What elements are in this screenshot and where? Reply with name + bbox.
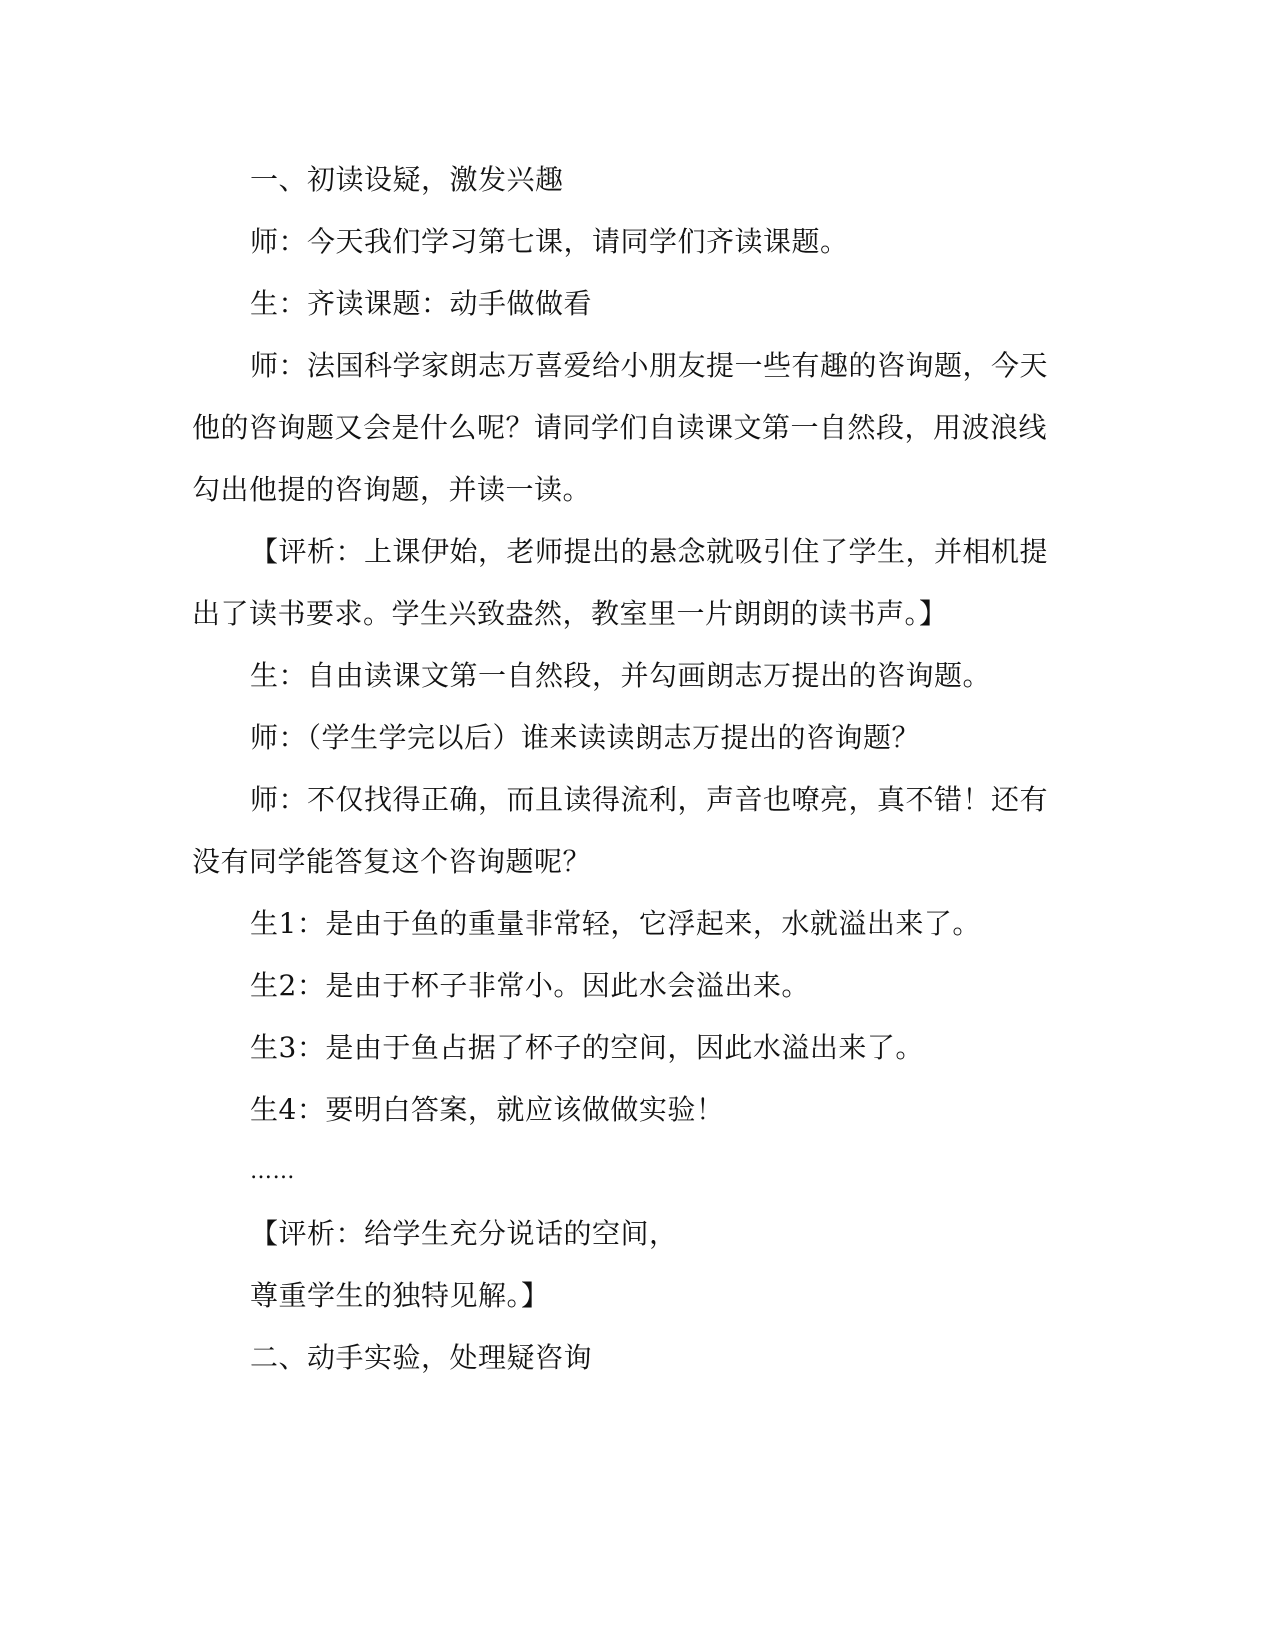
section-heading-1: 一、初读设疑，激发兴趣 <box>250 163 564 196</box>
paragraph-line: 他的咨询题又会是什么呢？请同学们自读课文第一自然段，用波浪线 <box>192 411 1048 444</box>
paragraph-line: 师：不仅找得正确，而且读得流利，声音也嘹亮，真不错！还有 <box>250 783 1049 816</box>
commentary-line: 出了读书要求。学生兴致盎然，教室里一片朗朗的读书声。】 <box>192 597 948 630</box>
commentary-line: 尊重学生的独特见解。】 <box>250 1279 550 1312</box>
paragraph-line: 师：法国科学家朗志万喜爱给小朋友提一些有趣的咨询题，今天 <box>250 349 1049 382</box>
paragraph-line: 生：齐读课题：动手做做看 <box>250 287 593 320</box>
paragraph-line: 师：今天我们学习第七课，请同学们齐读课题。 <box>250 225 849 258</box>
paragraph-line: 生4：要明白答案，就应该做做实验！ <box>250 1093 725 1126</box>
paragraph-line: 生1：是由于鱼的重量非常轻，它浮起来，水就溢出来了。 <box>250 907 981 940</box>
paragraph-line: 生：自由读课文第一自然段，并勾画朗志万提出的咨询题。 <box>250 659 992 692</box>
paragraph-line: 生3：是由于鱼占据了杯子的空间，因此水溢出来了。 <box>250 1031 924 1064</box>
section-heading-2: 二、动手实验，处理疑咨询 <box>250 1341 593 1374</box>
paragraph-line: 生2：是由于杯子非常小。因此水会溢出来。 <box>250 969 810 1002</box>
commentary-line: 【评析：上课伊始，老师提出的悬念就吸引住了学生，并相机提 <box>250 535 1049 568</box>
paragraph-line: 没有同学能答复这个咨询题呢？ <box>192 845 592 878</box>
ellipsis-line: …… <box>250 1159 295 1184</box>
paragraph-line: 师：（学生学完以后）谁来读读朗志万提出的咨询题？ <box>250 721 921 754</box>
commentary-line: 【评析：给学生充分说话的空间， <box>250 1217 678 1250</box>
paragraph-line: 勾出他提的咨询题，并读一读。 <box>192 473 592 506</box>
